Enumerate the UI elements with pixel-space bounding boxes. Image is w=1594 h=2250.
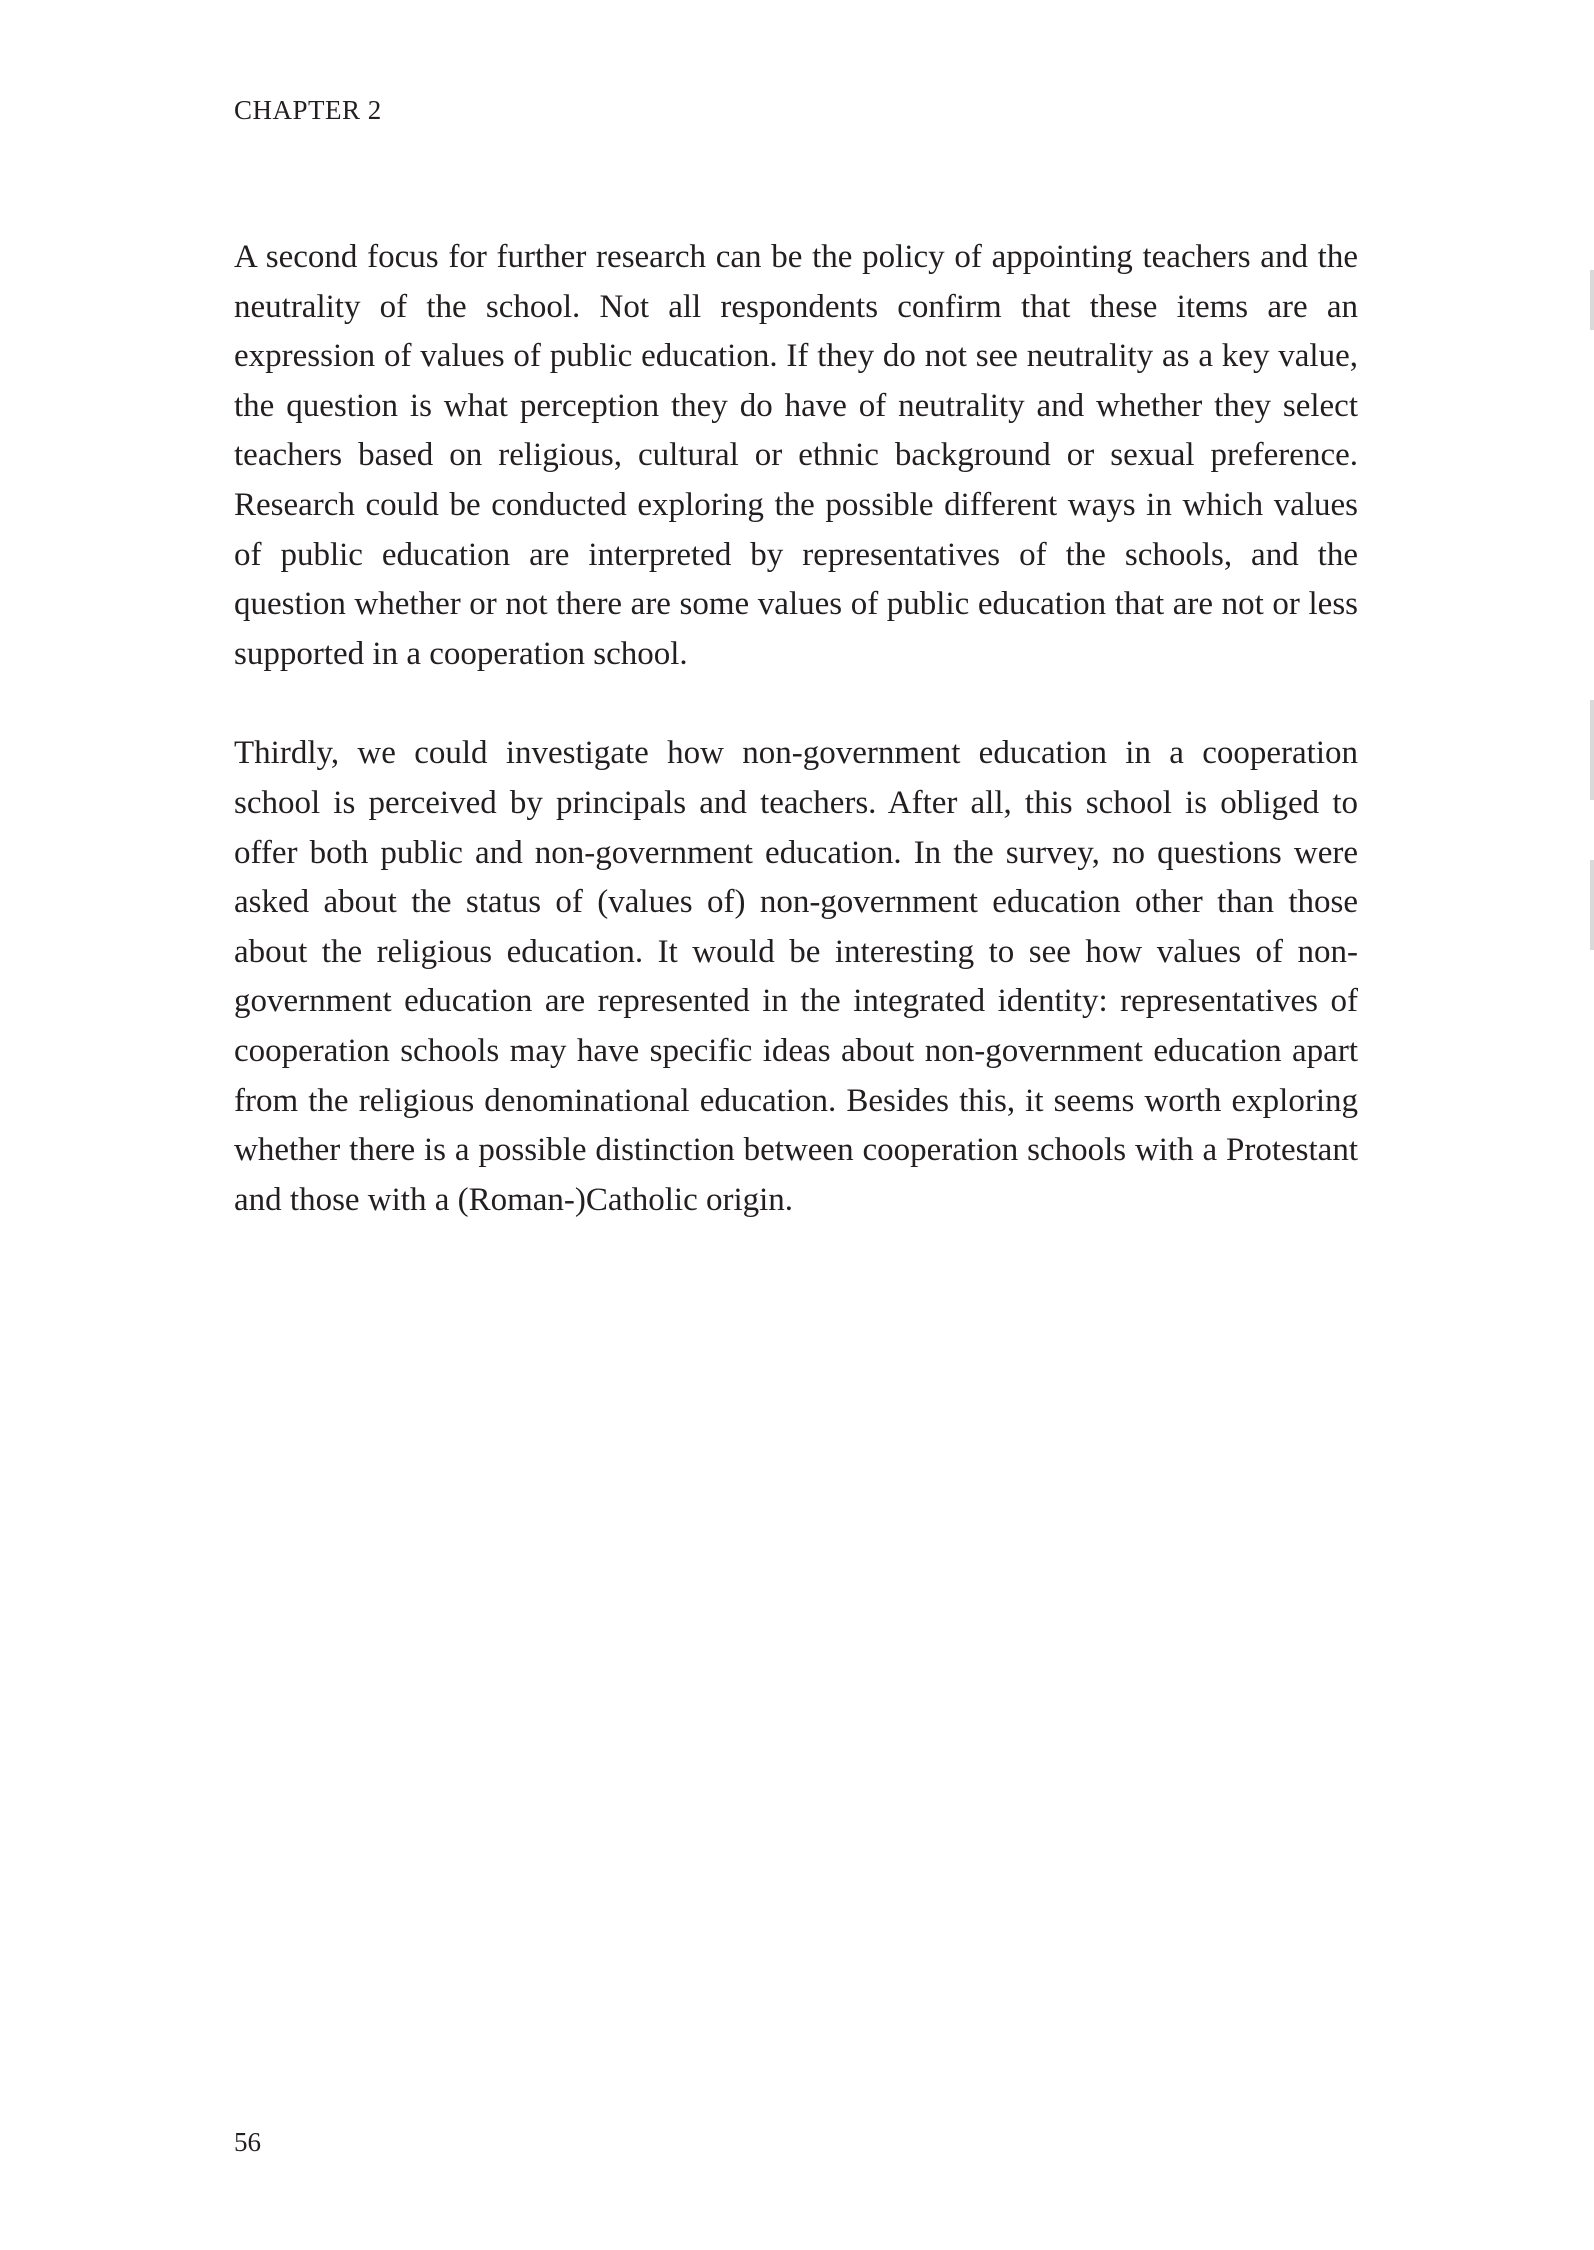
page-edge-mark bbox=[1590, 860, 1594, 950]
running-head: CHAPTER 2 bbox=[234, 95, 382, 125]
page-number: 56 bbox=[234, 2127, 261, 2157]
paragraph-non-government-education: Thirdly, we could investigate how non-government education in a cooperation school is perceived by principals and teachers. After all, this school is obliged to offer both public and non-government education. In the survey, no questions were asked about the status of (values of) non-government education other than those about the religious education. It would be interesting to see how values of non-government education are represented in the integrated identity: representatives of cooperation schools may have specific ideas about non-government education apart from the religious denominational education. Besides this, it seems worth exploring whether there is a possible distinction between cooperation schools with a Protestant and those with a (Roman-)Catholic origin. bbox=[234, 735, 1358, 1218]
page-edge-mark bbox=[1590, 700, 1594, 800]
paragraph-research-focus: A second focus for further research can be the policy of appointing teachers and the neutrality of the school. Not all respondents confirm that these items are an expression of values of public education. If they do not see neutrality as a key value, the question is what perception they do have of neutrality and whether they select teachers based on religious, cultural or ethnic background or sexual preference. Research could be conducted exploring the possible different ways in which values of public education are interpreted by representatives of the schools, and the question whether or not there are some values of public education that are not or less supported in a cooperation school. bbox=[234, 239, 1358, 672]
page-edge-mark bbox=[1590, 270, 1594, 330]
body-text bbox=[234, 233, 1358, 1275]
